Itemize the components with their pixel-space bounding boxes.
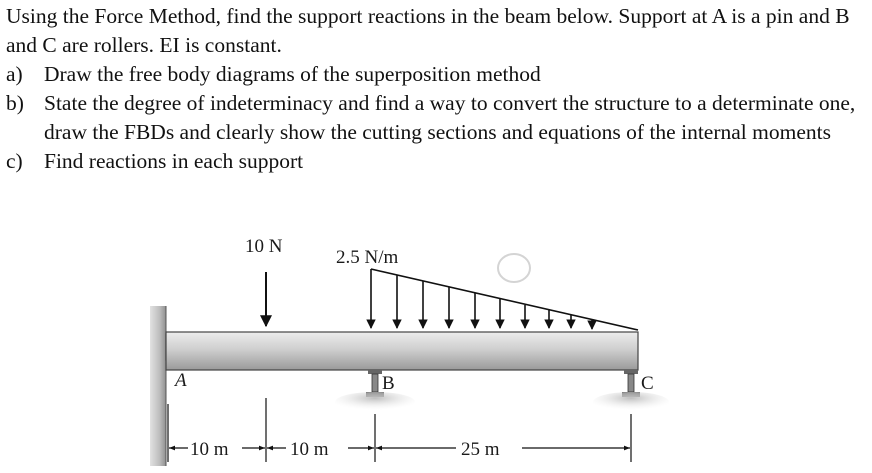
problem-intro: Using the Force Method, find the support reactions in the beam below. Support at A is a pin and B and C are rollers. EI is constant.	[6, 4, 850, 57]
part-c-label: c)	[6, 149, 23, 173]
support-b-label: B	[382, 373, 395, 394]
span-2-label: 10 m	[290, 439, 329, 460]
problem-statement	[6, 2, 870, 176]
circle-mark	[498, 254, 530, 282]
wall-support-a	[150, 306, 166, 466]
support-c-label: C	[641, 373, 654, 394]
part-b-label: b)	[6, 91, 24, 115]
part-c	[6, 147, 870, 176]
beam-figure	[150, 226, 654, 468]
part-a-label: a)	[6, 62, 23, 86]
support-a-label: A	[175, 370, 187, 391]
part-a-text: Draw the free body diagrams of the superposition method	[44, 62, 541, 86]
beam	[166, 332, 638, 370]
span-1-label: 10 m	[190, 439, 229, 460]
part-c-text: Find reactions in each support	[44, 149, 304, 173]
distributed-load-label: 2.5 N/m	[336, 247, 399, 268]
point-load-label: 10 N	[245, 236, 283, 257]
part-b	[6, 89, 870, 147]
part-b-text: State the degree of indeterminacy and find a way to convert the structure to a determinate one, draw the FBDs and clearly show the cutting sections and equations of the internal moments	[44, 91, 856, 144]
part-a	[6, 60, 870, 89]
span-3-label: 25 m	[461, 439, 500, 460]
roller-support-b	[335, 370, 415, 412]
roller-support-c	[593, 370, 669, 412]
